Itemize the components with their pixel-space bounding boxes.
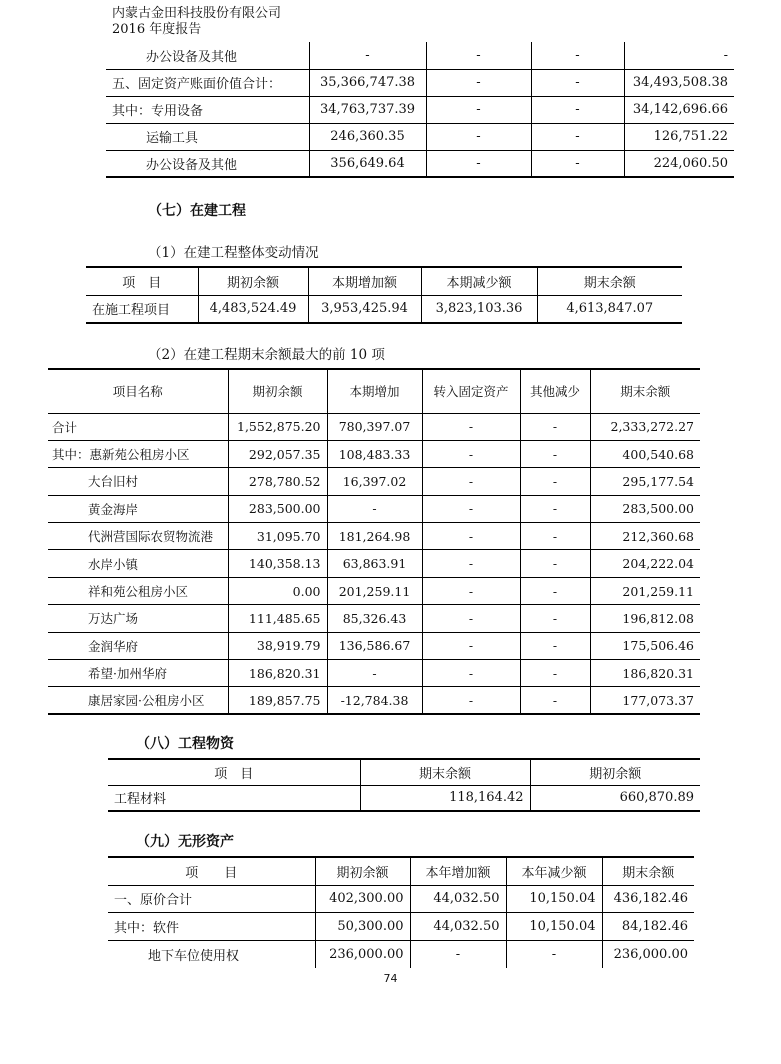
row-label: 合计: [48, 413, 228, 440]
table-row: [48, 660, 700, 687]
table-cell: -: [624, 42, 734, 69]
row-label: 办公设备及其他: [146, 49, 238, 65]
table-cell: 84,182.46: [602, 913, 694, 941]
column-header: 项 目: [108, 759, 360, 785]
column-header: 本年增加额: [410, 857, 506, 885]
table-cell: -: [520, 468, 590, 495]
table-cell: 1,552,875.20: [228, 413, 327, 440]
table-cell: 236,000.00: [602, 940, 694, 968]
table-row: [48, 440, 700, 467]
table-row: [108, 885, 694, 913]
column-header: 期末余额: [602, 857, 694, 885]
row-label: 办公设备及其他: [106, 150, 309, 177]
table-header-row: [108, 857, 694, 885]
table-cell: -: [520, 495, 590, 522]
table-cell: 38,919.79: [228, 632, 327, 659]
table-cell: -: [506, 940, 602, 968]
table-cell: 224,060.50: [624, 150, 734, 177]
fixed-assets-table: [106, 42, 734, 178]
table-cell: 175,506.46: [590, 632, 700, 659]
table-cell: -: [422, 577, 520, 604]
table-cell: 436,182.46: [602, 885, 694, 913]
column-header: 期初余额: [198, 267, 308, 295]
table-cell: -: [520, 550, 590, 577]
table-cell: 136,586.67: [327, 632, 422, 659]
table-cell: -: [426, 96, 531, 123]
table-cell: -: [309, 42, 426, 69]
row-label: 五、固定资产账面价值合计：: [106, 69, 309, 96]
table-cell: 278,780.52: [228, 468, 327, 495]
table-cell: 108,483.33: [327, 440, 422, 467]
table-cell: -: [520, 523, 590, 550]
table-cell: -: [520, 660, 590, 687]
table-row: [108, 913, 694, 941]
table-cell: 189,857.75: [228, 687, 327, 714]
table-header-row: [108, 759, 700, 785]
table-cell: -: [426, 69, 531, 96]
table-cell: 63,863.91: [327, 550, 422, 577]
table-cell: 工程材料: [108, 785, 360, 811]
row-label: 大台旧村: [48, 468, 228, 495]
column-header: 其他减少: [520, 369, 590, 413]
table-cell: 3,823,103.36: [421, 295, 537, 323]
table-cell: 356,649.64: [309, 150, 426, 177]
table-cell: 204,222.04: [590, 550, 700, 577]
table-header-row: [86, 267, 682, 295]
table-cell: 295,177.54: [590, 468, 700, 495]
table-cell: -: [422, 523, 520, 550]
section-8-title: （八）工程物资: [136, 736, 234, 752]
table-cell: 283,500.00: [590, 495, 700, 522]
table-cell: 2,333,272.27: [590, 413, 700, 440]
row-label: 祥和苑公租房小区: [48, 577, 228, 604]
table-cell: 186,820.31: [590, 660, 700, 687]
table-cell: -: [422, 605, 520, 632]
table-cell: -: [531, 150, 624, 177]
table-cell: 402,300.00: [315, 885, 410, 913]
table-cell: 10,150.04: [506, 913, 602, 941]
row-label: 其中：惠新苑公租房小区: [48, 440, 228, 467]
table-row: [106, 96, 734, 123]
table-cell: 34,142,696.66: [624, 96, 734, 123]
table-row: [48, 605, 700, 632]
table-cell: 50,300.00: [315, 913, 410, 941]
section-9-title: （九）无形资产: [136, 834, 234, 850]
table-row: [106, 42, 734, 69]
construction-top10-table: [48, 368, 700, 715]
table-cell: 196,812.08: [590, 605, 700, 632]
column-header: 本期增加额: [308, 267, 421, 295]
table-row: [48, 468, 700, 495]
table-cell: 400,540.68: [590, 440, 700, 467]
table-cell: 85,326.43: [327, 605, 422, 632]
column-header: 期初余额: [315, 857, 410, 885]
row-label: 万达广场: [48, 605, 228, 632]
row-label: 希望·加州华府: [48, 660, 228, 687]
table-cell: 10,150.04: [506, 885, 602, 913]
table-cell: -: [426, 123, 531, 150]
report-year: 2016 年度报告: [112, 22, 202, 37]
construction-overall-table: [86, 266, 682, 324]
column-header: 期末余额: [590, 369, 700, 413]
table-cell: 111,485.65: [228, 605, 327, 632]
table-cell: 140,358.13: [228, 550, 327, 577]
page-number: 74: [383, 972, 398, 985]
table-cell: -: [426, 42, 531, 69]
table-header-row: [48, 369, 700, 413]
column-header: 本年减少额: [506, 857, 602, 885]
table-cell: 16,397.02: [327, 468, 422, 495]
table-cell: 292,057.35: [228, 440, 327, 467]
table-cell: 186,820.31: [228, 660, 327, 687]
column-header: 期末余额: [360, 759, 530, 785]
column-header: 期末余额: [537, 267, 682, 295]
table-row: [48, 523, 700, 550]
table-cell: -: [531, 42, 624, 69]
table-cell: 126,751.22: [624, 123, 734, 150]
table-cell: 660,870.89: [530, 785, 700, 811]
table-cell: 4,483,524.49: [198, 295, 308, 323]
table-cell: -: [422, 440, 520, 467]
row-label: 其中：软件: [108, 913, 315, 941]
table-row: [48, 413, 700, 440]
row-label: 代洲营国际农贸物流港: [48, 523, 228, 550]
table-cell: -12,784.38: [327, 687, 422, 714]
column-header: 期初余额: [530, 759, 700, 785]
table-row: [108, 785, 700, 811]
table-cell: 35,366,747.38: [309, 69, 426, 96]
column-header: 本期减少额: [421, 267, 537, 295]
table-cell: -: [327, 660, 422, 687]
table-cell: -: [520, 605, 590, 632]
table-cell: 212,360.68: [590, 523, 700, 550]
table-cell: 4,613,847.07: [537, 295, 682, 323]
company-name: 内蒙古金田科技股份有限公司: [112, 6, 282, 21]
table-cell: -: [520, 687, 590, 714]
table-row: [106, 150, 734, 177]
table-cell: -: [422, 550, 520, 577]
table-cell: -: [520, 632, 590, 659]
table-cell: -: [410, 940, 506, 968]
row-label: 康居家园·公租房小区: [48, 687, 228, 714]
table-row: [48, 495, 700, 522]
table-cell: 44,032.50: [410, 913, 506, 941]
table-row: [48, 550, 700, 577]
engineering-materials-table: [108, 758, 700, 812]
table-cell: -: [520, 577, 590, 604]
table-row: [108, 940, 694, 968]
table-cell: -: [520, 440, 590, 467]
table-cell: -: [531, 69, 624, 96]
column-header: 项 目: [86, 267, 198, 295]
table-cell: 246,360.35: [309, 123, 426, 150]
table-cell: 34,763,737.39: [309, 96, 426, 123]
table-cell: 236,000.00: [315, 940, 410, 968]
column-header: 转入固定资产: [422, 369, 520, 413]
table-cell: 177,073.37: [590, 687, 700, 714]
table-cell: 283,500.00: [228, 495, 327, 522]
row-label: 金润华府: [48, 632, 228, 659]
table-cell: -: [422, 660, 520, 687]
table-cell: 在施工程项目: [86, 295, 198, 323]
table-cell: -: [327, 495, 422, 522]
table-row: [48, 687, 700, 714]
table-row: [106, 69, 734, 96]
table-cell: 0.00: [228, 577, 327, 604]
section-7-sub-1: （1）在建工程整体变动情况: [148, 245, 319, 261]
table-cell: 3,953,425.94: [308, 295, 421, 323]
table-cell: 31,095.70: [228, 523, 327, 550]
table-cell: -: [422, 687, 520, 714]
row-label: 运输工具: [106, 123, 309, 150]
table-cell: -: [531, 96, 624, 123]
table-cell: -: [426, 150, 531, 177]
table-cell: 181,264.98: [327, 523, 422, 550]
row-label: 水岸小镇: [48, 550, 228, 577]
column-header: 项 目: [108, 857, 315, 885]
section-7-title: （七）在建工程: [148, 203, 246, 219]
table-cell: -: [422, 468, 520, 495]
row-label: 一、原价合计: [108, 885, 315, 913]
table-cell: -: [422, 632, 520, 659]
table-cell: 780,397.07: [327, 413, 422, 440]
table-row: [106, 123, 734, 150]
table-row: [48, 577, 700, 604]
row-label: 地下车位使用权: [148, 948, 240, 964]
table-cell: 44,032.50: [410, 885, 506, 913]
table-cell: -: [531, 123, 624, 150]
column-header: 项目名称: [48, 369, 228, 413]
table-cell: -: [520, 413, 590, 440]
row-label: 黄金海岸: [48, 495, 228, 522]
table-cell: 34,493,508.38: [624, 69, 734, 96]
row-label: 其中：专用设备: [106, 96, 309, 123]
table-cell: -: [422, 413, 520, 440]
column-header: 本期增加: [327, 369, 422, 413]
section-7-sub-2: （2）在建工程期末余额最大的前 10 项: [148, 347, 385, 363]
column-header: 期初余额: [228, 369, 327, 413]
table-row: [86, 295, 682, 323]
intangible-assets-table: [108, 856, 694, 968]
table-cell: 201,259.11: [327, 577, 422, 604]
table-row: [48, 632, 700, 659]
table-cell: -: [422, 495, 520, 522]
table-cell: 118,164.42: [360, 785, 530, 811]
table-cell: 201,259.11: [590, 577, 700, 604]
